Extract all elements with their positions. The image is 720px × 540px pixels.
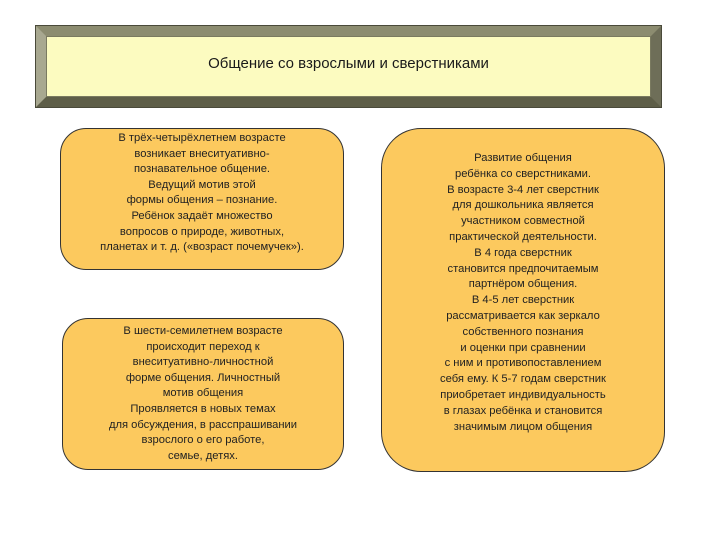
card-line: познавательное общение. <box>133 163 271 176</box>
card-line: вопросов о природе, животных, <box>119 225 285 238</box>
card-line: Развитие общения <box>474 152 572 164</box>
card-line: для обсуждения, в расспрашивании <box>108 418 298 431</box>
card-line: приобретает индивидуальность <box>440 388 606 401</box>
card-line: с ним и противопоставлением <box>444 357 602 370</box>
card-line: значимым лицом общения <box>453 420 593 433</box>
title-frame <box>36 26 661 107</box>
diagram-title: Общение со взрослыми и сверстниками <box>208 55 489 72</box>
card-age-3-4-cognitive <box>60 128 344 270</box>
card-line: планетах и т. д. («возраст почемучек»). <box>100 241 304 254</box>
card-peer-communication <box>381 128 665 472</box>
card-line: партнёром общения. <box>468 278 578 291</box>
card-line: становится предпочитаемым <box>447 262 599 275</box>
card-line: участником совместной <box>461 215 585 228</box>
card-line: форме общения. Личностный <box>125 371 281 384</box>
card-line: В 4-5 лет сверстник <box>471 294 575 307</box>
card-line: взрослого о его работе, <box>141 434 265 447</box>
card-line: В шести-семилетнем возрасте <box>123 325 283 337</box>
card-line: внеситуативно-личностной <box>132 356 274 369</box>
card-line: В 4 года сверстник <box>474 246 572 259</box>
card-line: возникает внеситуативно- <box>134 147 270 160</box>
card-line: семье, детях. <box>167 449 239 462</box>
card-line: рассматривается как зеркало <box>446 309 600 322</box>
card-line: В трёх-четырёхлетнем возрасте <box>118 132 286 144</box>
card-age-6-7-personal <box>62 318 344 470</box>
card-line: Ребёнок задаёт множество <box>131 209 273 222</box>
card-line: формы общения – познание. <box>126 194 278 207</box>
card-line: Ведущий мотив этой <box>148 178 256 191</box>
card-line: Проявляется в новых темах <box>130 402 276 415</box>
card-line: практической деятельности. <box>449 230 597 243</box>
card-line: в глазах ребёнка и становится <box>443 404 603 417</box>
card-line: ребёнка со сверстниками. <box>454 167 592 180</box>
card-line: себя ему. К 5-7 годам сверстник <box>440 373 606 386</box>
title-frame-inner <box>46 36 651 97</box>
card-line: для дошкольника является <box>452 199 594 212</box>
card-line: мотив общения <box>162 387 244 400</box>
card-line: собственного познания <box>462 325 584 338</box>
card-line: В возрасте 3-4 лет сверстник <box>447 183 599 196</box>
card-line: происходит переход к <box>146 340 260 353</box>
card-line: и оценки при сравнении <box>460 341 586 354</box>
